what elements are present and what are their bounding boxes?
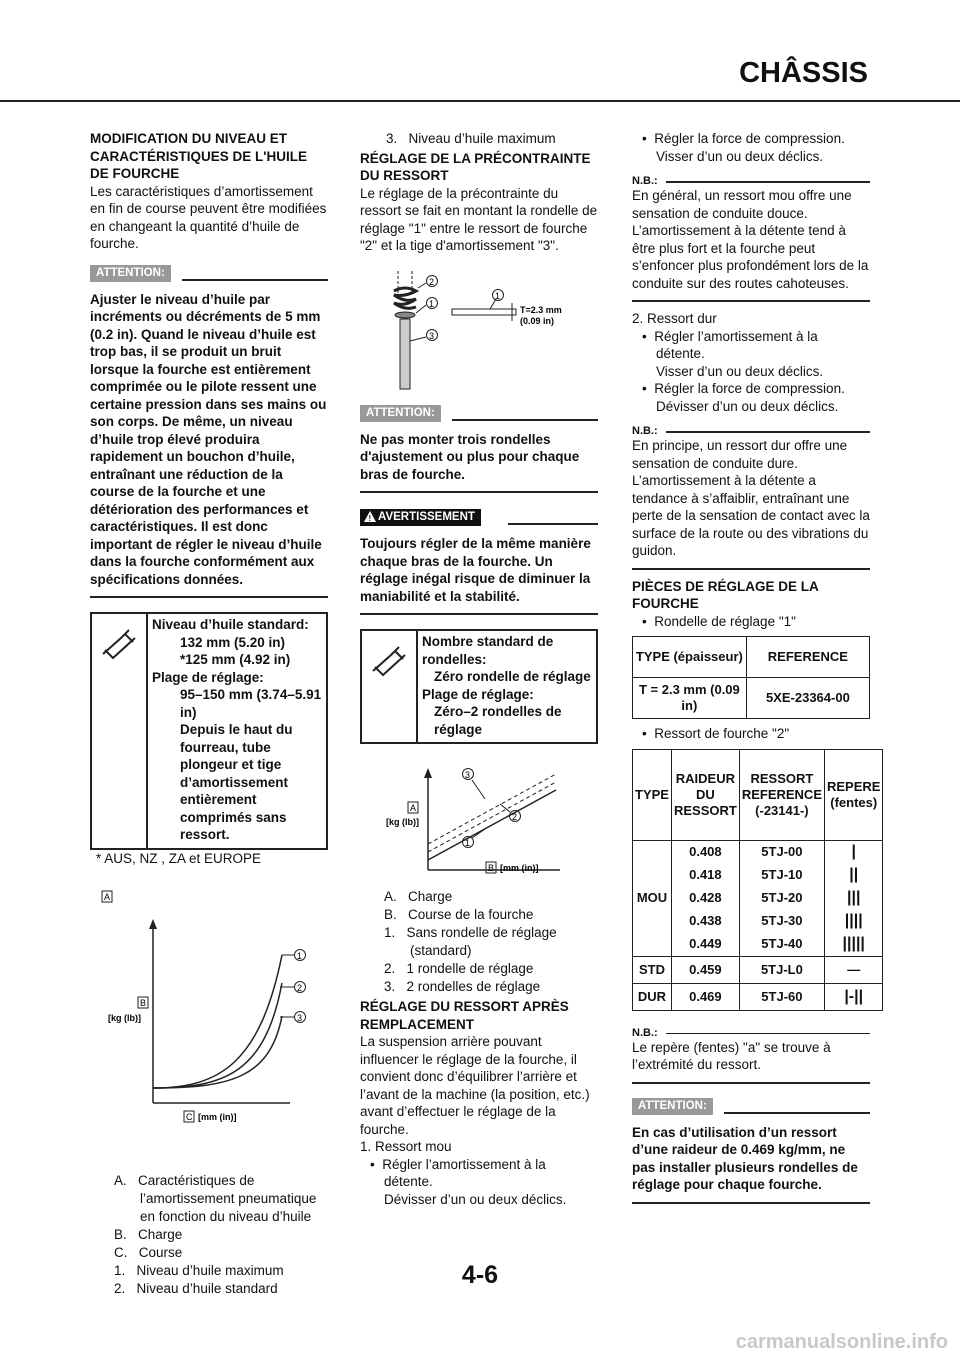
callout-3: 3 bbox=[429, 330, 435, 341]
fig-label-a: A bbox=[410, 803, 417, 813]
callout-3: 3 bbox=[465, 770, 471, 780]
table-header: RAIDEUR DU RESSORT bbox=[671, 749, 739, 840]
table-header: TYPE bbox=[633, 749, 672, 840]
table-cell: 0.459 bbox=[671, 956, 739, 983]
step-bullet-detail: Dévisser d’un ou deux déclics. bbox=[656, 398, 839, 414]
callout-1: 1 bbox=[297, 951, 303, 961]
table-cell: 5TJ-60 bbox=[739, 983, 824, 1010]
fig-label-a: A bbox=[104, 892, 111, 902]
spec-line: Plage de réglage: bbox=[422, 686, 534, 702]
attention-text: Ne pas monter trois rondelles d'ajustement ou plus pour chaque bras de fourche. bbox=[360, 431, 580, 482]
step-bullet-detail: Visser d’un ou deux déclics. bbox=[656, 148, 824, 164]
step-bullet: • Régler l’amortissement à la détente. bbox=[642, 328, 818, 361]
header-rule bbox=[0, 100, 960, 102]
attention-text: En cas d’utilisation d’un ressort d’une raideur de 0.469 kg/mm, ne pas installer plusieurs rondelles de réglage pour chaque fourche. bbox=[632, 1124, 858, 1192]
attention-banner bbox=[90, 263, 328, 285]
spec-box bbox=[360, 629, 598, 744]
column-2 bbox=[360, 130, 598, 1208]
column-1 bbox=[90, 130, 328, 1298]
warning-banner bbox=[360, 507, 598, 529]
table-header: TYPE (épaisseur) bbox=[633, 637, 747, 678]
attention-label: ATTENTION: bbox=[360, 405, 441, 422]
spec-box bbox=[90, 612, 328, 850]
spring-table bbox=[632, 749, 883, 1011]
spec-line: Depuis le haut du fourreau, tube plongeur et tige d’amortissement entièrement comprimés sans ressort. bbox=[180, 722, 293, 842]
fig-label-c: C bbox=[186, 1112, 193, 1122]
table-cell: 0.428 bbox=[671, 887, 739, 910]
callout-2: 2 bbox=[512, 812, 518, 822]
section-heading: MODIFICATION DU NIVEAU ET CARACTÉRISTIQUES DE L'HUILE DE FOURCHE bbox=[90, 131, 307, 181]
figure-captions: A. Caractéristiques de l’amortissement pneumatique en fonction du niveau d’huile B. Charge C. Course 1. Niveau d’huile maximum 2. Niveau d’huile standard bbox=[114, 1173, 317, 1296]
wrench-icon bbox=[362, 631, 418, 742]
step-bullet: • Régler la force de compression. bbox=[642, 381, 845, 396]
table-cell: ||||| bbox=[824, 933, 882, 957]
spec-line: Nombre standard de rondelles: bbox=[422, 634, 554, 667]
table-cell: || bbox=[824, 864, 882, 887]
fig-yunit: [kg (lb)] bbox=[108, 1013, 141, 1023]
spec-line: *125 mm (4.92 in) bbox=[180, 652, 291, 667]
fig-xunit: [mm (in)] bbox=[198, 1112, 237, 1122]
spec-line: Niveau d’huile standard: bbox=[152, 617, 309, 632]
callout-1: 1 bbox=[495, 290, 501, 301]
fig-label-b: B bbox=[140, 998, 147, 1008]
table-cell: 5TJ-L0 bbox=[739, 956, 824, 983]
attention-label: ATTENTION: bbox=[632, 1098, 713, 1115]
table-cell: 5TJ-20 bbox=[739, 887, 824, 910]
fig-label-b: B bbox=[488, 863, 495, 873]
section-heading: RÉGLAGE DU RESSORT APRÈS REMPLACEMENT bbox=[360, 999, 569, 1032]
table-cell: — bbox=[824, 956, 882, 983]
note-text: En général, un ressort mou offre une sensation de conduite douce. L’amortissement à la détente tend à être plus fort et la fourche peut s’enfoncer plus profondément lors de la conduite sur des routes cahoteuses. bbox=[632, 188, 869, 291]
table-cell: 0.408 bbox=[671, 840, 739, 864]
table-cell: |||| bbox=[824, 910, 882, 933]
oil-level-graph bbox=[90, 883, 328, 1148]
table-cell: DUR bbox=[633, 983, 672, 1010]
table-cell: 0.418 bbox=[671, 864, 739, 887]
thickness-inch: (0.09 in) bbox=[520, 315, 555, 326]
thickness-label: T=2.3 mm bbox=[520, 304, 562, 315]
warning-label: AVERTISSEMENT bbox=[378, 511, 475, 523]
table-cell: MOU bbox=[633, 840, 672, 956]
note-text: Le repère (fentes) "a" se trouve à l’extrémité du ressort. bbox=[632, 1039, 831, 1072]
spec-line: Zéro–2 rondelles de réglage bbox=[434, 704, 562, 737]
step-bullet: • Régler l’amortissement à la détente. bbox=[370, 1156, 546, 1189]
note-text: En principe, un ressort dur offre une sensation de conduite dure. L’amortissement à la détente a tendance à s’affaiblir, entraînant une perte de la sensation de contact avec la surface de la route ou des vibrations du guidon. bbox=[632, 438, 870, 558]
attention-label: ATTENTION: bbox=[90, 265, 171, 282]
column-3 bbox=[632, 130, 881, 1212]
bullet-washer: • Rondelle de réglage "1" bbox=[642, 613, 796, 629]
table-header: REFERENCE bbox=[746, 637, 869, 678]
page-number: 4-6 bbox=[461, 1261, 499, 1289]
step-bullet: • Régler la force de compression. bbox=[642, 131, 845, 146]
spec-line: Plage de réglage: bbox=[152, 669, 264, 685]
step-bullet-detail: Visser d’un ou deux déclics. bbox=[656, 363, 824, 379]
step-heading: 2. Ressort dur bbox=[632, 311, 717, 326]
callout-1: 1 bbox=[465, 838, 471, 848]
table-cell: 5TJ-10 bbox=[739, 864, 824, 887]
spec-line: 95–150 mm (3.74–5.91 in) bbox=[180, 687, 322, 720]
bullet-spring: • Ressort de fourche "2" bbox=[642, 726, 790, 741]
fig-yunit: [kg (lb)] bbox=[386, 817, 419, 827]
callout-3: 3 bbox=[297, 1013, 303, 1023]
note-banner: N.B.: bbox=[632, 171, 870, 187]
step-heading: 1. Ressort mou bbox=[360, 1139, 452, 1154]
table-cell: 0.449 bbox=[671, 933, 739, 957]
table-cell: T = 2.3 mm (0.09 in) bbox=[633, 678, 747, 719]
intro-text: Les caractéristiques d’amortissement en fin de course peuvent être modifiées en changeant la quantité d’huile de fourche. bbox=[90, 183, 327, 251]
table-cell: 5TJ-40 bbox=[739, 933, 824, 957]
note-banner: N.B.: bbox=[632, 1023, 870, 1039]
warning-text: Toujours régler de la même manière chaque bras de la fourche. Un réglage inégal risque de diminuer la maniabilité et la stabilité. bbox=[360, 536, 591, 604]
table-cell: |-|| bbox=[824, 983, 882, 1010]
table-cell: 0.469 bbox=[671, 983, 739, 1010]
table-header: RESSORT REFERENCE (-23141-) bbox=[739, 749, 824, 840]
caption-continued: 3. Niveau d’huile maximum bbox=[386, 131, 556, 146]
table-cell: 5TJ-00 bbox=[739, 840, 824, 864]
spec-line: Zéro rondelle de réglage bbox=[434, 669, 591, 684]
table-cell: 0.438 bbox=[671, 910, 739, 933]
wrench-icon bbox=[92, 614, 148, 848]
table-cell: 5TJ-30 bbox=[739, 910, 824, 933]
section-heading: PIÈCES DE RÉGLAGE DE LA FOURCHE bbox=[632, 578, 819, 611]
table-header: REPERE (fentes) bbox=[824, 749, 882, 840]
step-bullet-detail: Dévisser d’un ou deux déclics. bbox=[384, 1191, 567, 1207]
fig-xunit: [mm (in)] bbox=[500, 863, 539, 873]
page-title: CHÂSSIS bbox=[739, 57, 868, 89]
attention-text: Ajuster le niveau d’huile par incréments ou décréments de 5 mm (0.2 in). Quand le niveau d’huile est trop bas, il se produit un bruit lorsque la fourche est entièrement comprimée ou le pilote ressent une certaine pression dans ses mains ou son corps. De même, un niveau d’huile trop élevé produira rapidement un bouchon d’huile, entraînant une réduction de la course de la fourche et une détérioration des performances et caractéristiques. Il est donc important de régler le niveau d’huile dans la fourche conformément aux spécifications données. bbox=[90, 291, 327, 587]
table-cell: ||| bbox=[824, 887, 882, 910]
preload-graph bbox=[360, 758, 598, 884]
footnote: * AUS, NZ , ZA et EUROPE bbox=[96, 850, 262, 866]
attention-banner bbox=[632, 1096, 870, 1118]
callout-2: 2 bbox=[429, 276, 435, 287]
spec-line: 132 mm (5.20 in) bbox=[180, 634, 286, 650]
callout-1: 1 bbox=[429, 298, 435, 309]
section-heading: RÉGLAGE DE LA PRÉCONTRAINTE DU RESSORT bbox=[360, 150, 591, 183]
table-cell: STD bbox=[633, 956, 672, 983]
watermark: carmanualsonline.info bbox=[735, 1331, 948, 1353]
washer-figure bbox=[360, 263, 598, 393]
figure-captions: A. Charge B. Course de la fourche 1. Sans rondelle de réglage (standard) 2. 1 rondelle de réglage 3. 2 rondelles de réglage bbox=[384, 889, 557, 994]
washer-table bbox=[632, 636, 870, 719]
intro-text: Le réglage de la précontrainte du ressort se fait en montant la rondelle de réglage "1" entre le ressort de fourche "2" et la tige d'amortissement "3". bbox=[360, 185, 598, 253]
note-banner: N.B.: bbox=[632, 421, 870, 437]
attention-banner bbox=[360, 403, 598, 425]
table-cell: 5XE-23364-00 bbox=[746, 678, 869, 719]
intro-text: La suspension arrière pouvant influencer le réglage de la fourche, il convient donc d’équilibrer l’arrière et l’avant de la machine (la position, etc.) avant d’effectuer le réglage de la fourche. bbox=[360, 1034, 590, 1137]
callout-2: 2 bbox=[297, 983, 303, 993]
svg-text:!: ! bbox=[368, 514, 372, 522]
warning-icon bbox=[364, 511, 376, 522]
table-cell: | bbox=[824, 840, 882, 864]
